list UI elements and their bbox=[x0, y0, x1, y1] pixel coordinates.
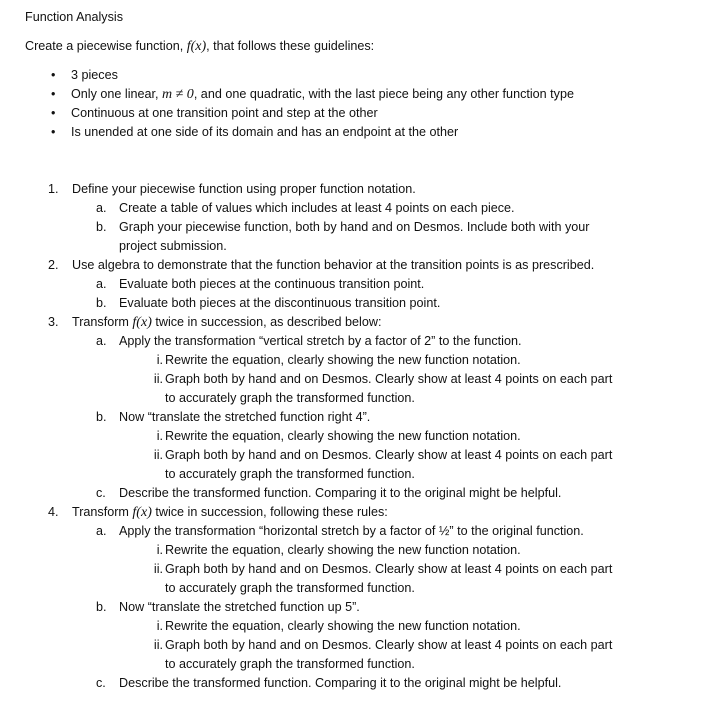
item-letter: b. bbox=[96, 296, 107, 310]
question-4c: c. Describe the transformed function. Comparing it to the original might be helpful. bbox=[25, 674, 695, 693]
item-letter: b. bbox=[96, 600, 107, 614]
document-page bbox=[25, 8, 695, 693]
math-fx: f(x) bbox=[186, 39, 207, 54]
item-roman: i. bbox=[156, 353, 163, 367]
question-4b-ii: ii. Graph both by hand and on Desmos. Clearly show at least 4 points on each part to accurately graph the transformed function. bbox=[25, 636, 695, 674]
question-4a-ii: ii. Graph both by hand and on Desmos. Clearly show at least 4 points on each part to accurately graph the transformed function. bbox=[25, 560, 695, 598]
question-2: 2. Use algebra to demonstrate that the function behavior at the transition points is as prescribed. bbox=[25, 256, 695, 275]
question-3b: b. Now “translate the stretched function right 4”. bbox=[25, 408, 695, 427]
question-4a-i: i. Rewrite the equation, clearly showing the new function notation. bbox=[25, 541, 695, 560]
guideline-item: • Continuous at one transition point and step at the other bbox=[25, 104, 695, 123]
question-3a-i: i. Rewrite the equation, clearly showing the new function notation. bbox=[25, 351, 695, 370]
guideline-item: • Is unended at one side of its domain and has an endpoint at the other bbox=[25, 123, 695, 142]
question-4: 4. Transform f(x) twice in succession, following these rules: bbox=[48, 505, 388, 520]
item-number: 3. bbox=[48, 315, 59, 329]
item-number: 2. bbox=[48, 258, 59, 272]
question-4b: b. Now “translate the stretched function up 5”. bbox=[25, 598, 695, 617]
item-roman: ii. bbox=[153, 448, 163, 462]
item-roman: ii. bbox=[153, 638, 163, 652]
item-letter: c. bbox=[96, 676, 106, 690]
item-roman: ii. bbox=[153, 562, 163, 576]
question-3a-ii: ii. Graph both by hand and on Desmos. Clearly show at least 4 points on each part to accurately graph the transformed function. bbox=[25, 370, 695, 408]
item-letter: b. bbox=[96, 410, 107, 424]
math-fx: f(x) bbox=[132, 505, 152, 520]
question-1: 1. Define your piecewise function using proper function notation. bbox=[25, 180, 695, 199]
item-letter: c. bbox=[96, 486, 106, 500]
question-3a: a. Apply the transformation “vertical stretch by a factor of 2” to the function. bbox=[25, 332, 695, 351]
math-fx: f(x) bbox=[132, 315, 152, 330]
item-roman: i. bbox=[156, 429, 163, 443]
page-title: Function Analysis bbox=[25, 10, 124, 24]
item-letter: b. bbox=[96, 220, 107, 234]
item-letter: a. bbox=[96, 334, 107, 348]
math-slope: m ≠ 0 bbox=[162, 87, 194, 102]
question-3c: c. Describe the transformed function. Comparing it to the original might be helpful. bbox=[25, 484, 695, 503]
question-4a: a. Apply the transformation “horizontal stretch by a factor of ½” to the original function. bbox=[25, 522, 695, 541]
guidelines-list bbox=[25, 66, 695, 142]
item-roman: i. bbox=[156, 619, 163, 633]
item-number: 4. bbox=[48, 505, 59, 519]
item-number: 1. bbox=[48, 182, 59, 196]
item-letter: a. bbox=[96, 524, 107, 538]
question-3b-ii: ii. Graph both by hand and on Desmos. Clearly show at least 4 points on each part to accurately graph the transformed function. bbox=[25, 446, 695, 484]
question-1a: a. Create a table of values which includes at least 4 points on each piece. bbox=[25, 199, 695, 218]
intro-text: Create a piecewise function, f(x), that follows these guidelines: bbox=[25, 39, 375, 54]
question-4b-i: i. Rewrite the equation, clearly showing the new function notation. bbox=[25, 617, 695, 636]
item-letter: a. bbox=[96, 277, 107, 291]
question-2b: b. Evaluate both pieces at the discontinuous transition point. bbox=[25, 294, 695, 313]
question-1b: b. Graph your piecewise function, both by hand and on Desmos. Include both with your project submission. bbox=[96, 220, 590, 253]
item-roman: i. bbox=[156, 543, 163, 557]
question-3: 3. Transform f(x) twice in succession, as described below: bbox=[48, 315, 382, 330]
guideline-item: • Only one linear, m ≠ 0, and one quadratic, with the last piece being any other function type bbox=[25, 85, 695, 104]
guideline-item: • 3 pieces bbox=[25, 66, 695, 85]
question-2a: a. Evaluate both pieces at the continuous transition point. bbox=[25, 275, 695, 294]
item-letter: a. bbox=[96, 201, 107, 215]
question-3b-i: i. Rewrite the equation, clearly showing the new function notation. bbox=[25, 427, 695, 446]
item-roman: ii. bbox=[153, 372, 163, 386]
